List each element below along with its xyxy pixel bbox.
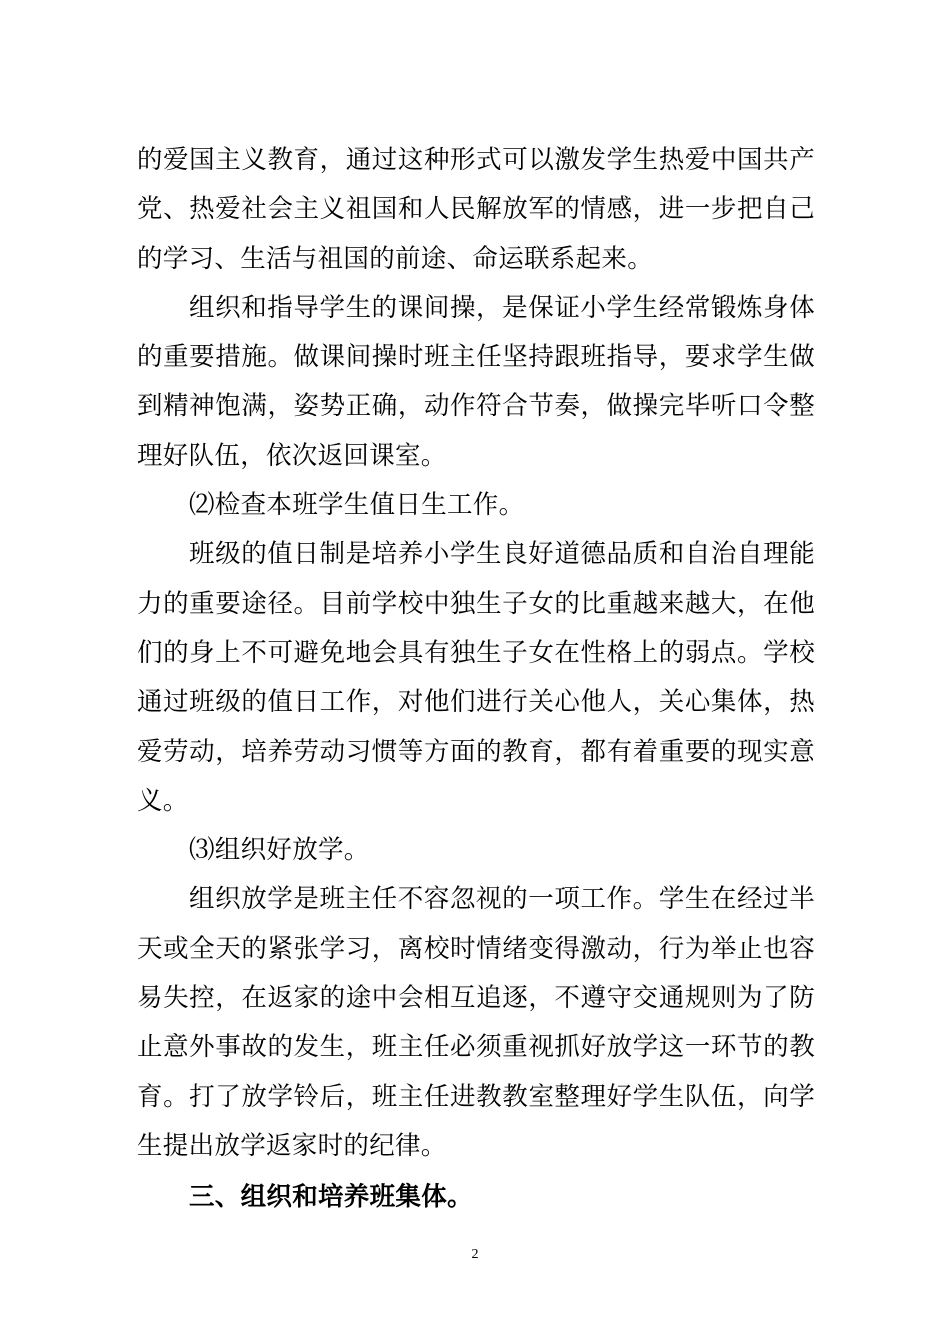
paragraph-morning-exercise: 组织和指导学生的课间操，是保证小学生经常锻炼身体的重要措施。做课间操时班主任坚持跟班指导，要求学生做到精神饱满，姿势正确，动作符合节奏，做操完毕听口令整理好队伍，依次返回课室。 xyxy=(137,292,815,471)
document-body xyxy=(137,136,815,1223)
page-number: 2 xyxy=(471,1247,479,1262)
paragraph-dismissal-organization: 组织放学是班主任不容忽视的一项工作。学生在经过半天或全天的紧张学习，离校时情绪变得激动，行为举止也容易失控，在返家的途中会相互追逐，不遵守交通规则为了防止意外事故的发生，班主任必须重视抓好放学这一环节的教育。打了放学铃后，班主任进教教室整理好学生队伍，向学生提出放学返家时的纪律。 xyxy=(137,884,815,1161)
paragraph-item-3-dismissal: ⑶组织好放学。 xyxy=(189,835,370,866)
paragraph-item-2-duty-check: ⑵检查本班学生值日生工作。 xyxy=(189,490,525,521)
paragraph-duty-system: 班级的值日制是培养小学生良好道德品质和自治自理能力的重要途径。目前学校中独生子女的比重越来越大，在他们的身上不可避免地会具有独生子女在性格上的弱点。学校通过班级的值日工作，对他们进行关心他人，关心集体，热爱劳动，培养劳动习惯等方面的教育，都有着重要的现实意义。 xyxy=(137,539,815,816)
paragraph-patriotic-education: 的爱国主义教育，通过这种形式可以激发学生热爱中国共产党、热爱社会主义祖国和人民解放军的情感，进一步把自己的学习、生活与祖国的前途、命运联系起来。 xyxy=(137,145,815,274)
section-heading-class-collective: 三、组织和培养班集体。 xyxy=(189,1182,473,1213)
